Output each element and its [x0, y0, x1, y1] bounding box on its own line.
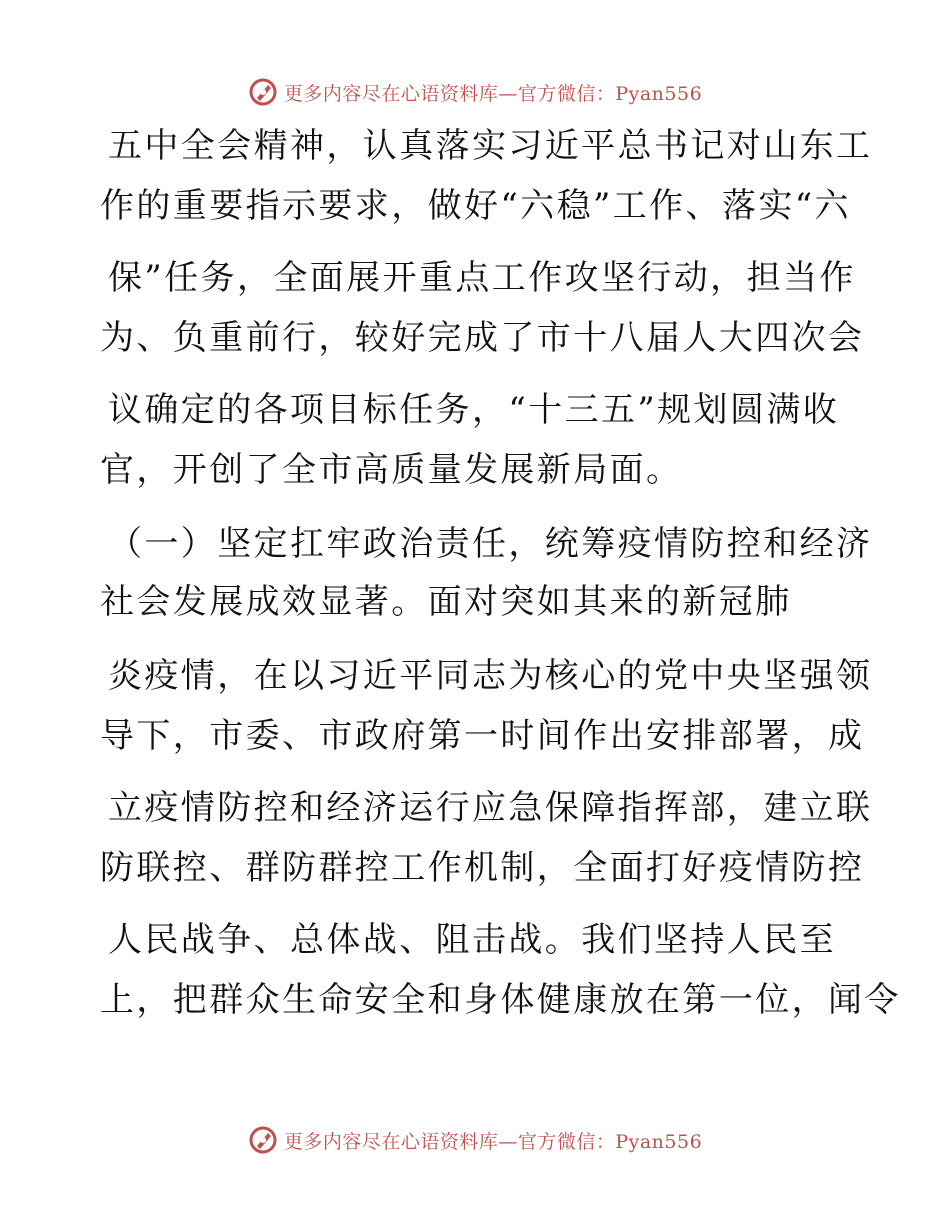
text-line: 导下，市委、市政府第一时间作出安排部署，成: [100, 716, 865, 756]
text-line: 立疫情防控和经济运行应急保障指挥部，建立联: [108, 788, 873, 828]
watermark-text: 更多内容尽在心语资料库—官方微信：Pyan556: [283, 82, 703, 105]
text-line: 五中全会精神，认真落实习近平总书记对山东工: [108, 126, 873, 166]
text-line: 防联控、群防群控工作机制，全面打好疫情防控: [100, 848, 865, 888]
text-line: 官，开创了全市高质量发展新局面。: [100, 450, 683, 490]
text-line: 上，把群众生命安全和身体健康放在第一位，闻令: [100, 980, 901, 1020]
text-line: （一）坚定扛牢政治责任，统筹疫情防控和经济: [108, 524, 873, 564]
circle-pen-logo-icon: [248, 77, 278, 107]
text-line: 议确定的各项目标任务，“十三五”规划圆满收: [108, 390, 840, 430]
text-line: 保”任务，全面展开重点工作攻坚行动，担当作: [108, 258, 856, 298]
text-line: 为、负重前行，较好完成了市十八届人大四次会: [100, 318, 865, 358]
text-line: 社会发展成效显著。面对突如其来的新冠肺: [100, 582, 792, 622]
text-line: 作的重要指示要求，做好“六稳”工作、落实“六: [100, 186, 851, 226]
circle-pen-logo-icon: [248, 1125, 278, 1155]
text-line: 炎疫情，在以习近平同志为核心的党中央坚强领: [108, 656, 873, 696]
text-line: 人民战争、总体战、阻击战。我们坚持人民至: [108, 920, 836, 960]
watermark-text: 更多内容尽在心语资料库—官方微信：Pyan556: [283, 1130, 703, 1153]
footer-watermark: [0, 1120, 950, 1160]
header-watermark: [0, 72, 950, 112]
